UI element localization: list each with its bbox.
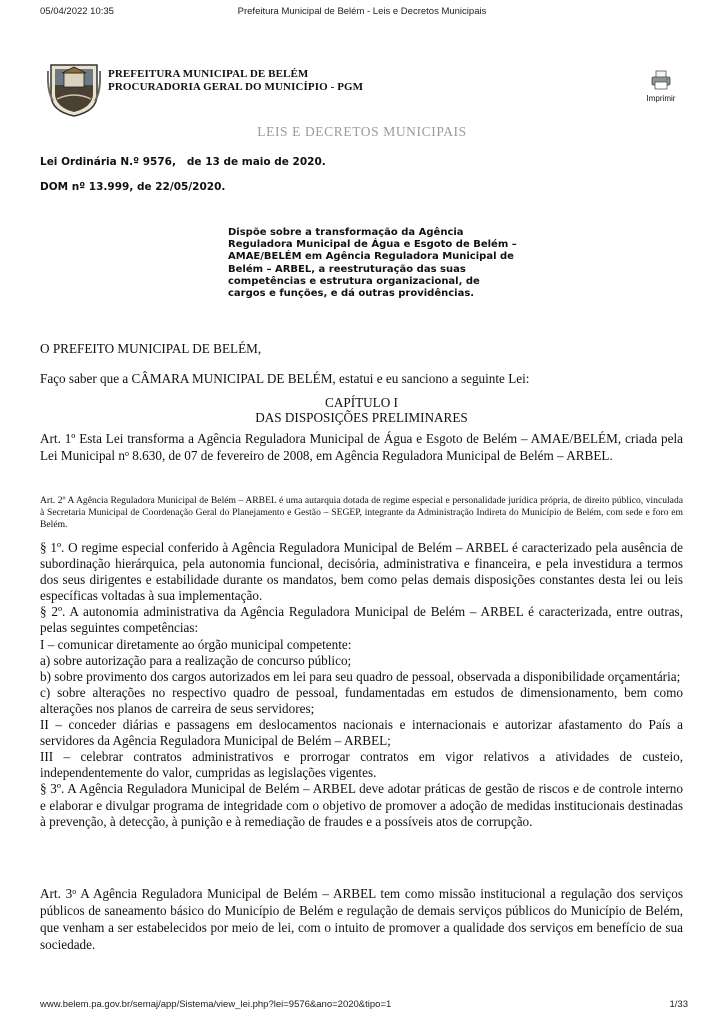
org-line-2: PROCURADORIA GERAL DO MUNICÍPIO - PGM bbox=[108, 81, 364, 93]
item-a: a) sobre autorização para a realização de concurso público; bbox=[40, 652, 352, 668]
article-3-text: A Agência Reguladora Municipal de Belém – ARBEL tem como missão institucional a regulação dos serviços públicos de saneamento básico do Município de Belém e regulação de demais serviços públicos do Município de Belém, que venham a ser estabelecidos por meio de lei, com o intuito de promover a qualidade dos serviços em benefício de sua sociedade. bbox=[40, 886, 683, 952]
law-title bbox=[40, 156, 326, 168]
item-i: I – comunicar diretamente ao órgão municipal competente: bbox=[40, 636, 352, 652]
article-1-text: Art. 1º Esta Lei transforma a Agência Reguladora Municipal de Água e Esgoto de Belém – AMAE/BELÉM, criada pela Lei Municipal n bbox=[40, 431, 683, 463]
section-title: LEIS E DECRETOS MUNICIPAIS bbox=[257, 124, 467, 139]
article-2: Art. 2º A Agência Reguladora Municipal de Belém – ARBEL é uma autarquia dotada de regime especial e personalidade jurídica própria, de direito público, vinculada à Secretaria Municipal de Coordenação Geral do Planejamento e Gestão – SEGEP, integrante da Administração Indireta do Município de Belém, com sede e foro em Belém. bbox=[40, 495, 683, 530]
chapter-heading bbox=[40, 395, 683, 425]
paragraph-2: § 2º. A autonomia administrativa da Agência Reguladora Municipal de Belém – ARBEL é caracterizada, entre outras, pelas seguintes competências: bbox=[40, 604, 683, 636]
article-1-text-cont: 8.630, de 07 de fevereiro de 2008, em Agência Reguladora Municipal de Belém – ARBEL. bbox=[128, 448, 613, 463]
dom-reference: DOM nº 13.999, de 22/05/2020. bbox=[40, 181, 226, 193]
enactment-clause: Faço saber que a CÂMARA MUNICIPAL DE BELÉM, estatui e eu sanciono a seguinte Lei: bbox=[40, 371, 530, 386]
item-iii: III – celebrar contratos administrativos e prorrogar contratos em vigor relativos a atividades de custeio, independentemente do valor, cumpridas as legislações vigentes. bbox=[40, 749, 683, 781]
article-2-paragraphs bbox=[40, 540, 683, 830]
item-b: b) sobre provimento dos cargos autorizados em lei para seu quadro de pessoal, observada a disponibilidade orçamentária; bbox=[40, 668, 681, 684]
article-3-label: Art. 3 bbox=[40, 886, 73, 901]
article-3 bbox=[40, 885, 683, 953]
ordinal-mark: o bbox=[124, 449, 129, 458]
item-c: c) sobre alterações no respectivo quadro de pessoal, fundamentadas em estudos de dimensionamento, bem como alterações nos planos de carreira de seus servidores; bbox=[40, 684, 683, 716]
chapter-title: DAS DISPOSIÇÕES PRELIMINARES bbox=[255, 410, 468, 425]
chapter-number: CAPÍTULO I bbox=[325, 395, 398, 410]
article-1 bbox=[40, 430, 683, 464]
law-date: de 13 de maio de 2020. bbox=[186, 156, 326, 168]
paragraph-1: § 1º. O regime especial conferido à Agência Reguladora Municipal de Belém – ARBEL é caracterizado pela ausência de subordinação hierárquica, pela autonomia funcional, decisória, administrativa e financeira, e pela investidura a termos dos seus dirigentes e estabilidade durante os mandatos, bem como pelas demais disposições constantes desta lei ou leis específicas voltadas à sua implementação. bbox=[40, 540, 683, 604]
organization-name bbox=[108, 68, 363, 94]
law-summary: Dispõe sobre a transformação da Agência Reguladora Municipal de Água e Esgoto de Belém – AMAE/BELÉM em Agência Reguladora Municipal de Belém – ARBEL, a reestruturação das suas competências e estrutura organizacional, de cargos e funções, e dá outras providências. bbox=[228, 227, 517, 300]
footer-url: www.belem.pa.gov.br/semaj/app/Sistema/view_lei.php?lei=9576&ano=2020&tipo=1 bbox=[40, 999, 392, 1010]
printer-icon bbox=[650, 70, 672, 90]
footer-page-number: 1/33 bbox=[669, 999, 688, 1010]
item-ii: II – conceder diárias e passagens em deslocamentos nacionais e internacionais e autorizar afastamento do País a servidores da Agência Reguladora Municipal de Belém – ARBEL; bbox=[40, 717, 683, 749]
print-page-title: Prefeitura Municipal de Belém - Leis e Decretos Municipais bbox=[237, 6, 487, 17]
belem-coat-of-arms-logo bbox=[47, 61, 101, 117]
ordinal-mark: o bbox=[72, 887, 77, 896]
print-datetime: 05/04/2022 10:35 bbox=[40, 6, 114, 17]
org-line-1: PREFEITURA MUNICIPAL DE BELÉM bbox=[108, 68, 309, 80]
print-button[interactable] bbox=[643, 70, 679, 103]
print-label: Imprimir bbox=[646, 94, 676, 103]
law-number: Lei Ordinária N.º 9576, bbox=[40, 156, 176, 168]
opening-line: O PREFEITO MUNICIPAL DE BELÉM, bbox=[40, 341, 262, 356]
paragraph-3: § 3º. A Agência Reguladora Municipal de Belém – ARBEL deve adotar práticas de gestão de riscos e de controle interno e elaborar e divulgar programa de integridade com o objetivo de promover a adoção de medidas institucionais destinadas à prevenção, à detecção, à punição e à remediação de fraudes e a possíveis atos de corrupção. bbox=[40, 781, 683, 829]
